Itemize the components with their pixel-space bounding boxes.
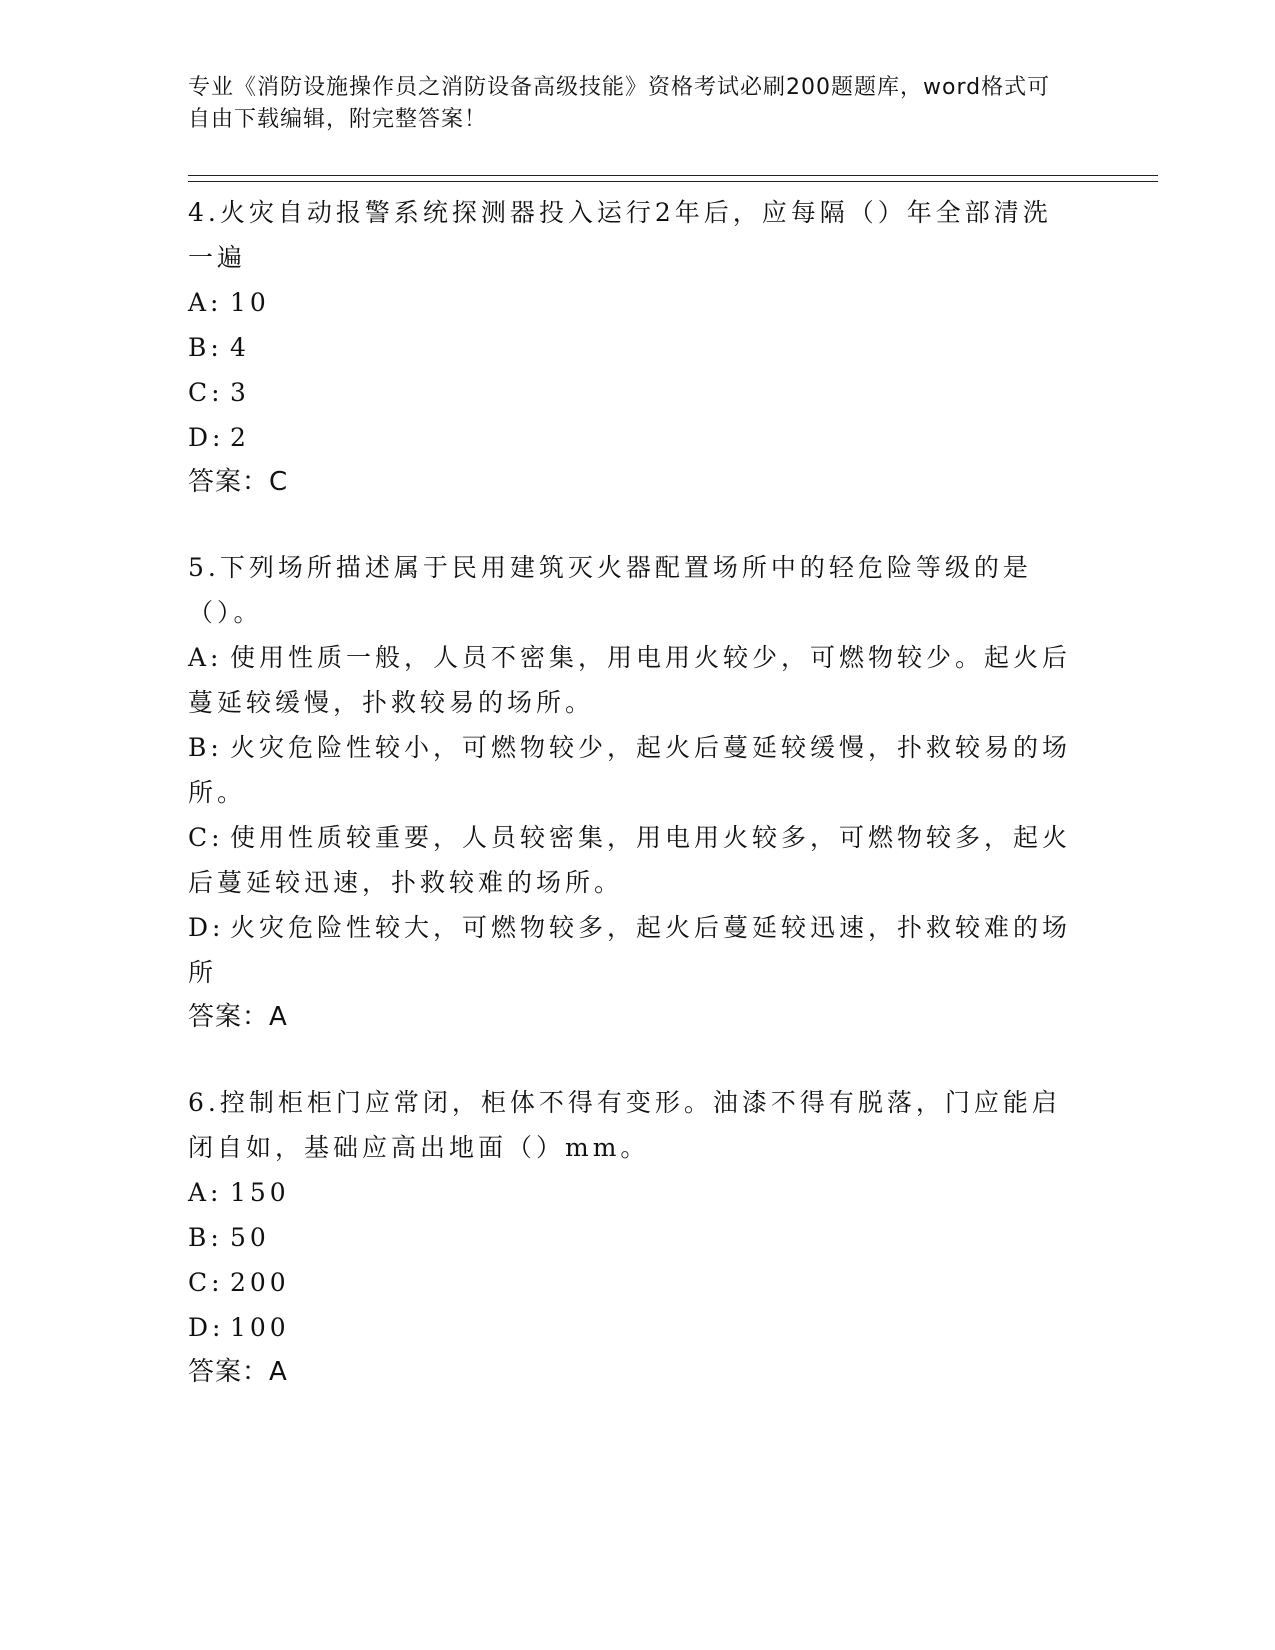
option-text: 火灾危险性较小，可燃物较少，起火后蔓延较缓慢，扑救较易的场所。: [188, 733, 1072, 807]
option-letter: C:: [188, 823, 224, 852]
answer-line: 答案：C: [188, 467, 289, 497]
question-stem: 6.控制柜柜门应常闭，柜体不得有变形。油漆不得有脱落，门应能启闭自如，基础应高出地面（）mm。: [188, 1088, 1061, 1162]
option-b: [188, 725, 1078, 815]
option-letter: C:: [188, 1268, 224, 1297]
option-c: [188, 370, 1078, 415]
option-text: 3: [230, 378, 250, 407]
option-c: [188, 1260, 1078, 1305]
option-text: 使用性质较重要，人员较密集，用电用火较多，可燃物较多，起火后蔓延较迅速，扑救较难的场所。: [188, 823, 1072, 897]
option-letter: A:: [188, 288, 223, 317]
option-letter: D:: [188, 1313, 225, 1342]
option-letter: B:: [188, 333, 223, 362]
option-b: [188, 1215, 1078, 1260]
question-item: [188, 545, 1078, 1040]
option-text: 50: [230, 1223, 270, 1252]
question-list: [188, 190, 1078, 1435]
option-d: [188, 415, 1078, 460]
option-text: 200: [230, 1268, 290, 1297]
option-d: [188, 1305, 1078, 1350]
option-text: 2: [230, 423, 250, 452]
option-letter: D:: [188, 423, 225, 452]
option-letter: C:: [188, 378, 224, 407]
question-item: [188, 190, 1078, 505]
option-text: 4: [230, 333, 250, 362]
answer-line: 答案：A: [188, 1357, 288, 1387]
option-b: [188, 325, 1078, 370]
question-stem: 4.火灾自动报警系统探测器投入运行2年后，应每隔（）年全部清洗一遍: [188, 198, 1052, 272]
option-letter: A:: [188, 1178, 223, 1207]
header-divider-bottom: [188, 181, 1158, 182]
option-text: 使用性质一般，人员不密集，用电用火较少，可燃物较少。起火后蔓延较缓慢，扑救较易的场所。: [188, 643, 1072, 717]
document-header: 专业《消防设施操作员之消防设备高级技能》资格考试必刷200题题库，word格式可自由下载编辑，附完整答案！: [188, 75, 1051, 132]
header-divider-top: [188, 175, 1158, 176]
option-text: 火灾危险性较大，可燃物较多，起火后蔓延较迅速，扑救较难的场所: [188, 913, 1072, 987]
option-c: [188, 815, 1078, 905]
question-item: [188, 1080, 1078, 1395]
answer-line: 答案：A: [188, 1002, 288, 1032]
option-letter: D:: [188, 913, 225, 942]
option-letter: B:: [188, 1223, 223, 1252]
option-letter: B:: [188, 733, 223, 762]
option-a: [188, 1170, 1078, 1215]
option-a: [188, 280, 1078, 325]
option-text: 10: [230, 288, 270, 317]
option-text: 100: [230, 1313, 290, 1342]
question-stem: 5.下列场所描述属于民用建筑灭火器配置场所中的轻危险等级的是（）。: [188, 553, 1032, 627]
option-a: [188, 635, 1078, 725]
option-text: 150: [230, 1178, 290, 1207]
option-letter: A:: [188, 643, 223, 672]
option-d: [188, 905, 1078, 995]
